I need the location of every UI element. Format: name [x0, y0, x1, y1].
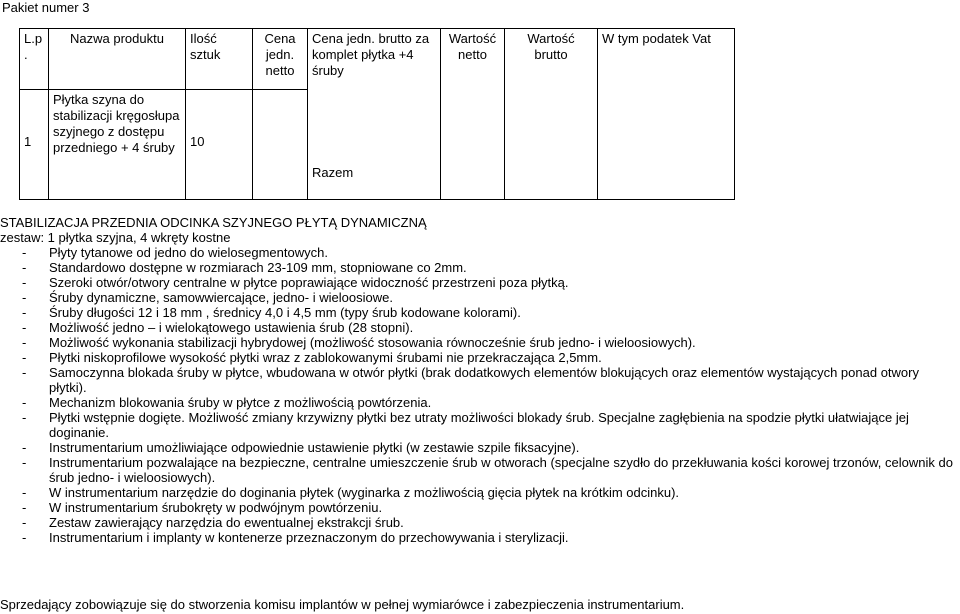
dash-marker: -	[22, 290, 27, 305]
list-item	[0, 305, 958, 320]
list-item	[0, 395, 958, 410]
list-item	[0, 245, 958, 260]
package-heading: Pakiet numer 3	[2, 0, 90, 15]
list-item	[0, 275, 958, 290]
dash-marker: -	[22, 485, 27, 500]
list-item-text: Szeroki otwór/otwory centralne w płytce poprawiające widoczność przestrzeni poza płytką.	[49, 275, 569, 290]
description-subtitle: zestaw: 1 płytka szyjna, 4 wkręty kostne	[0, 230, 231, 245]
cell-lp: 1	[20, 90, 49, 200]
list-item-text: Płyty tytanowe od jedno do wielosegmentowych.	[49, 245, 328, 260]
list-item	[0, 440, 958, 455]
list-item-text: Instrumentarium umożliwiające odpowiednie ustawienie płytki (w zestawie szpile fiksacyjne).	[49, 440, 580, 455]
list-item-text: Możliwość wykonania stabilizacji hybrydowej (możliwość stosowania równocześnie śrub jedno- i wieloosiowych).	[49, 335, 696, 350]
list-item	[0, 335, 958, 350]
cell-name: Płytka szyna do stabilizacji kręgosłupa szyjnego z dostępu przedniego + 4 śruby	[49, 90, 186, 200]
dash-marker: -	[22, 395, 27, 410]
list-item	[0, 365, 958, 395]
dash-marker: -	[22, 245, 27, 260]
list-item-text: W instrumentarium śrubokręty w podwójnym powtórzeniu.	[49, 500, 383, 515]
dash-marker: -	[22, 320, 27, 335]
dash-marker: -	[22, 500, 27, 515]
list-item	[0, 260, 958, 275]
dash-marker: -	[22, 350, 27, 365]
list-item	[0, 485, 958, 500]
dash-marker: -	[22, 275, 27, 290]
list-item	[0, 350, 958, 365]
list-item-text: W instrumentarium narzędzie do doginania płytek (wyginarka z możliwością gięcia płytek na krótkim odcinku).	[49, 485, 680, 500]
list-item	[0, 455, 958, 485]
dash-marker: -	[22, 530, 27, 545]
unit-gross-label: Cena jedn. brutto za komplet płytka +4 śruby	[312, 31, 430, 78]
list-item-text: Śruby długości 12 i 18 mm , średnicy 4,0 i 4,5 mm (typy śrub kodowane kolorami).	[49, 305, 521, 320]
list-item	[0, 410, 958, 440]
footer-note: Sprzedający zobowiązuje się do stworzenia komisu implantów w pełnej wymiarówce i zabezpieczenia instrumentarium.	[0, 597, 685, 612]
list-item	[0, 500, 958, 515]
list-item	[0, 530, 958, 545]
col-header-unit-gross	[308, 29, 441, 200]
list-item-text: Śruby dynamiczne, samowwiercające, jedno- i wieloosiowe.	[49, 290, 393, 305]
list-item-text: Możliwość jedno – i wielokątowego ustawienia śrub (28 stopni).	[49, 320, 414, 335]
dash-marker: -	[22, 305, 27, 320]
list-item-text: Mechanizm blokowania śruby w płytce z możliwością powtórzenia.	[49, 395, 432, 410]
dash-marker: -	[22, 515, 27, 530]
total-label: Razem	[312, 165, 354, 180]
specification-list	[0, 245, 958, 545]
cell-unit-net	[253, 90, 308, 200]
col-header-qty: Ilość sztuk	[186, 29, 253, 90]
list-item-text: Zestaw zawierający narzędzia do ewentualnej ekstrakcji śrub.	[49, 515, 404, 530]
list-item-text: Płytki wstępnie dogięte. Możliwość zmiany krzywizny płytki bez utraty możliwości blokady śrub. Specjalne zagłębienia na spodzie płytki ułatwiające jej doginanie.	[49, 410, 909, 440]
list-item	[0, 515, 958, 530]
dash-marker: -	[22, 440, 27, 455]
col-header-lp: L.p .	[20, 29, 49, 90]
col-header-vat: W tym podatek Vat	[598, 29, 735, 200]
list-item-text: Instrumentarium i implanty w kontenerze przeznaczonym do przechowywania i sterylizacji.	[49, 530, 569, 545]
list-item-text: Płytki niskoprofilowe wysokość płytki wraz z zablokowanymi śrubami nie przekraczająca 2,5mm.	[49, 350, 602, 365]
dash-marker: -	[22, 410, 27, 425]
product-description	[0, 215, 958, 545]
col-header-unit-net: Cena jedn. netto	[253, 29, 308, 90]
pricing-table	[19, 28, 735, 200]
dash-marker: -	[22, 455, 27, 470]
list-item	[0, 290, 958, 305]
list-item	[0, 320, 958, 335]
dash-marker: -	[22, 365, 27, 380]
col-header-value-net: Wartość netto	[441, 29, 505, 200]
header-row	[20, 29, 735, 90]
cell-qty: 10	[186, 90, 253, 200]
dash-marker: -	[22, 335, 27, 350]
col-header-name: Nazwa produktu	[49, 29, 186, 90]
dash-marker: -	[22, 260, 27, 275]
description-title: STABILIZACJA PRZEDNIA ODCINKA SZYJNEGO PŁYTĄ DYNAMICZNĄ	[0, 215, 427, 230]
list-item-text: Instrumentarium pozwalające na bezpieczne, centralne umieszczenie śrub w otworach (specjalne szydło do przekłuwania kości korowej trzonów, celownik do śrub jedno- i wieloosiowych).	[49, 455, 953, 485]
list-item-text: Samoczynna blokada śruby w płytce, wbudowana w otwór płytki (brak dodatkowych elementów blokujących oraz elementów wystających ponad otwory płytki).	[49, 365, 919, 395]
list-item-text: Standardowo dostępne w rozmiarach 23-109 mm, stopniowane co 2mm.	[49, 260, 467, 275]
col-header-value-gross: Wartość brutto	[505, 29, 598, 200]
